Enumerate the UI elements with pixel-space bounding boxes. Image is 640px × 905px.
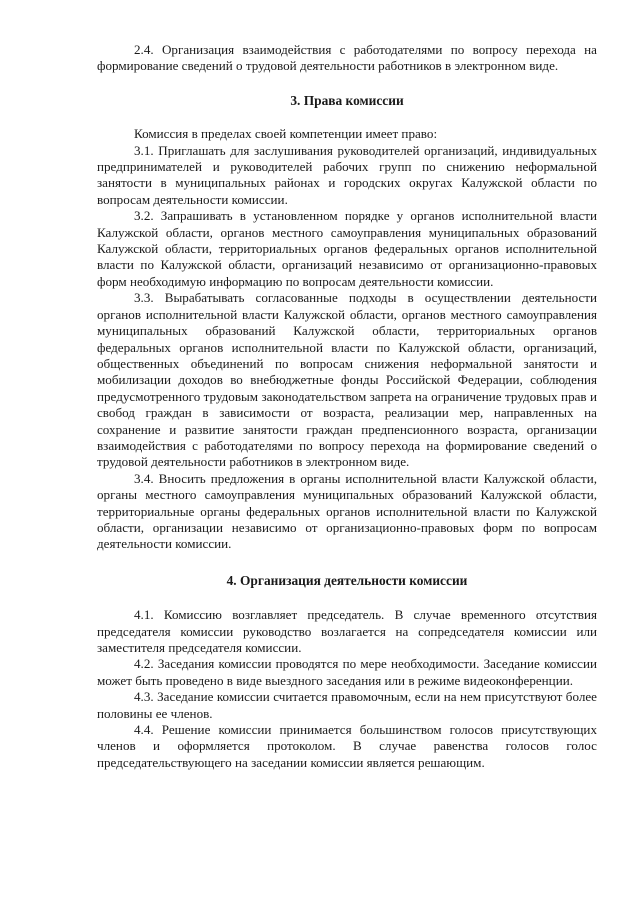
- section-3-title: 3. Права комиссии: [290, 92, 404, 108]
- paragraph-3-3: 3.3. Вырабатывать согласованные подходы в осуществлении деятельности органов исполнительной власти Калужской области, органов местного самоуправления муниципальных образований Калужской области, территориальных органов федеральных органов исполнительной власти по Калужской области, организаций, общественных объединений по вопросам снижения неформальной занятости и мобилизации доходов во внебюджетные фонды Российской Федерации, соблюдения предусмотренного трудовым законодательством запрета на ограничение трудовых прав и свобод граждан в зависимости от возраста, реализации мер, направленных на сохранение и развитие занятости граждан предпенсионного возраста, организации взаимодействия с работодателями по вопросу перехода на формирование сведений о трудовой деятельности работников в электронном виде.: [97, 290, 597, 470]
- paragraph-2-4: 2.4. Организация взаимодействия с работодателями по вопросу перехода на формирование сведений о трудовой деятельности работников в электронном виде.: [97, 42, 597, 74]
- section-4-title: 4. Организация деятельности комиссии: [226, 572, 468, 588]
- paragraph-3-1: 3.1. Приглашать для заслушивания руководителей организаций, индивидуальных предпринимателей и руководителей рабочих групп по снижению неформальной занятости в муниципальных районах и городских округах Калужской области по вопросам деятельности комиссии.: [97, 142, 597, 207]
- section-3-intro: Комиссия в пределах своей компетенции имеет право:: [134, 126, 438, 142]
- paragraph-4-2: 4.2. Заседания комиссии проводятся по мере необходимости. Заседание комиссии может быть проведено в виде выездного заседания или в режиме видеоконференции.: [97, 656, 597, 688]
- paragraph-4-3: 4.3. Заседание комиссии считается правомочным, если на нем присутствуют более половины ее членов.: [97, 689, 597, 721]
- paragraph-3-4: 3.4. Вносить предложения в органы исполнительной власти Калужской области, органы местного самоуправления муниципальных образований Калужской области, территориальные органы федеральных органов исполнительной власти по Калужской области, организации независимо от организационно-правовых форм по вопросам деятельности комиссии.: [97, 470, 597, 552]
- paragraph-4-1: 4.1. Комиссию возглавляет председатель. В случае временного отсутствия председателя комиссии руководство возлагается на сопредседателя комиссии или заместителя председателя комиссии.: [97, 607, 597, 655]
- document-page: [97, 42, 597, 771]
- paragraph-4-4: 4.4. Решение комиссии принимается большинством голосов присутствующих членов и оформляется протоколом. В случае равенства голосов голос председательствующего на заседании комиссии является решающим.: [97, 722, 597, 770]
- paragraph-3-2: 3.2. Запрашивать в установленном порядке у органов исполнительной власти Калужской области, органов местного самоуправления муниципальных образований Калужской области, территориальных органов федеральных органов исполнительной власти по Калужской области, организаций независимо от организационно-правовых форм необходимую информацию по вопросам деятельности комиссии.: [97, 208, 597, 289]
